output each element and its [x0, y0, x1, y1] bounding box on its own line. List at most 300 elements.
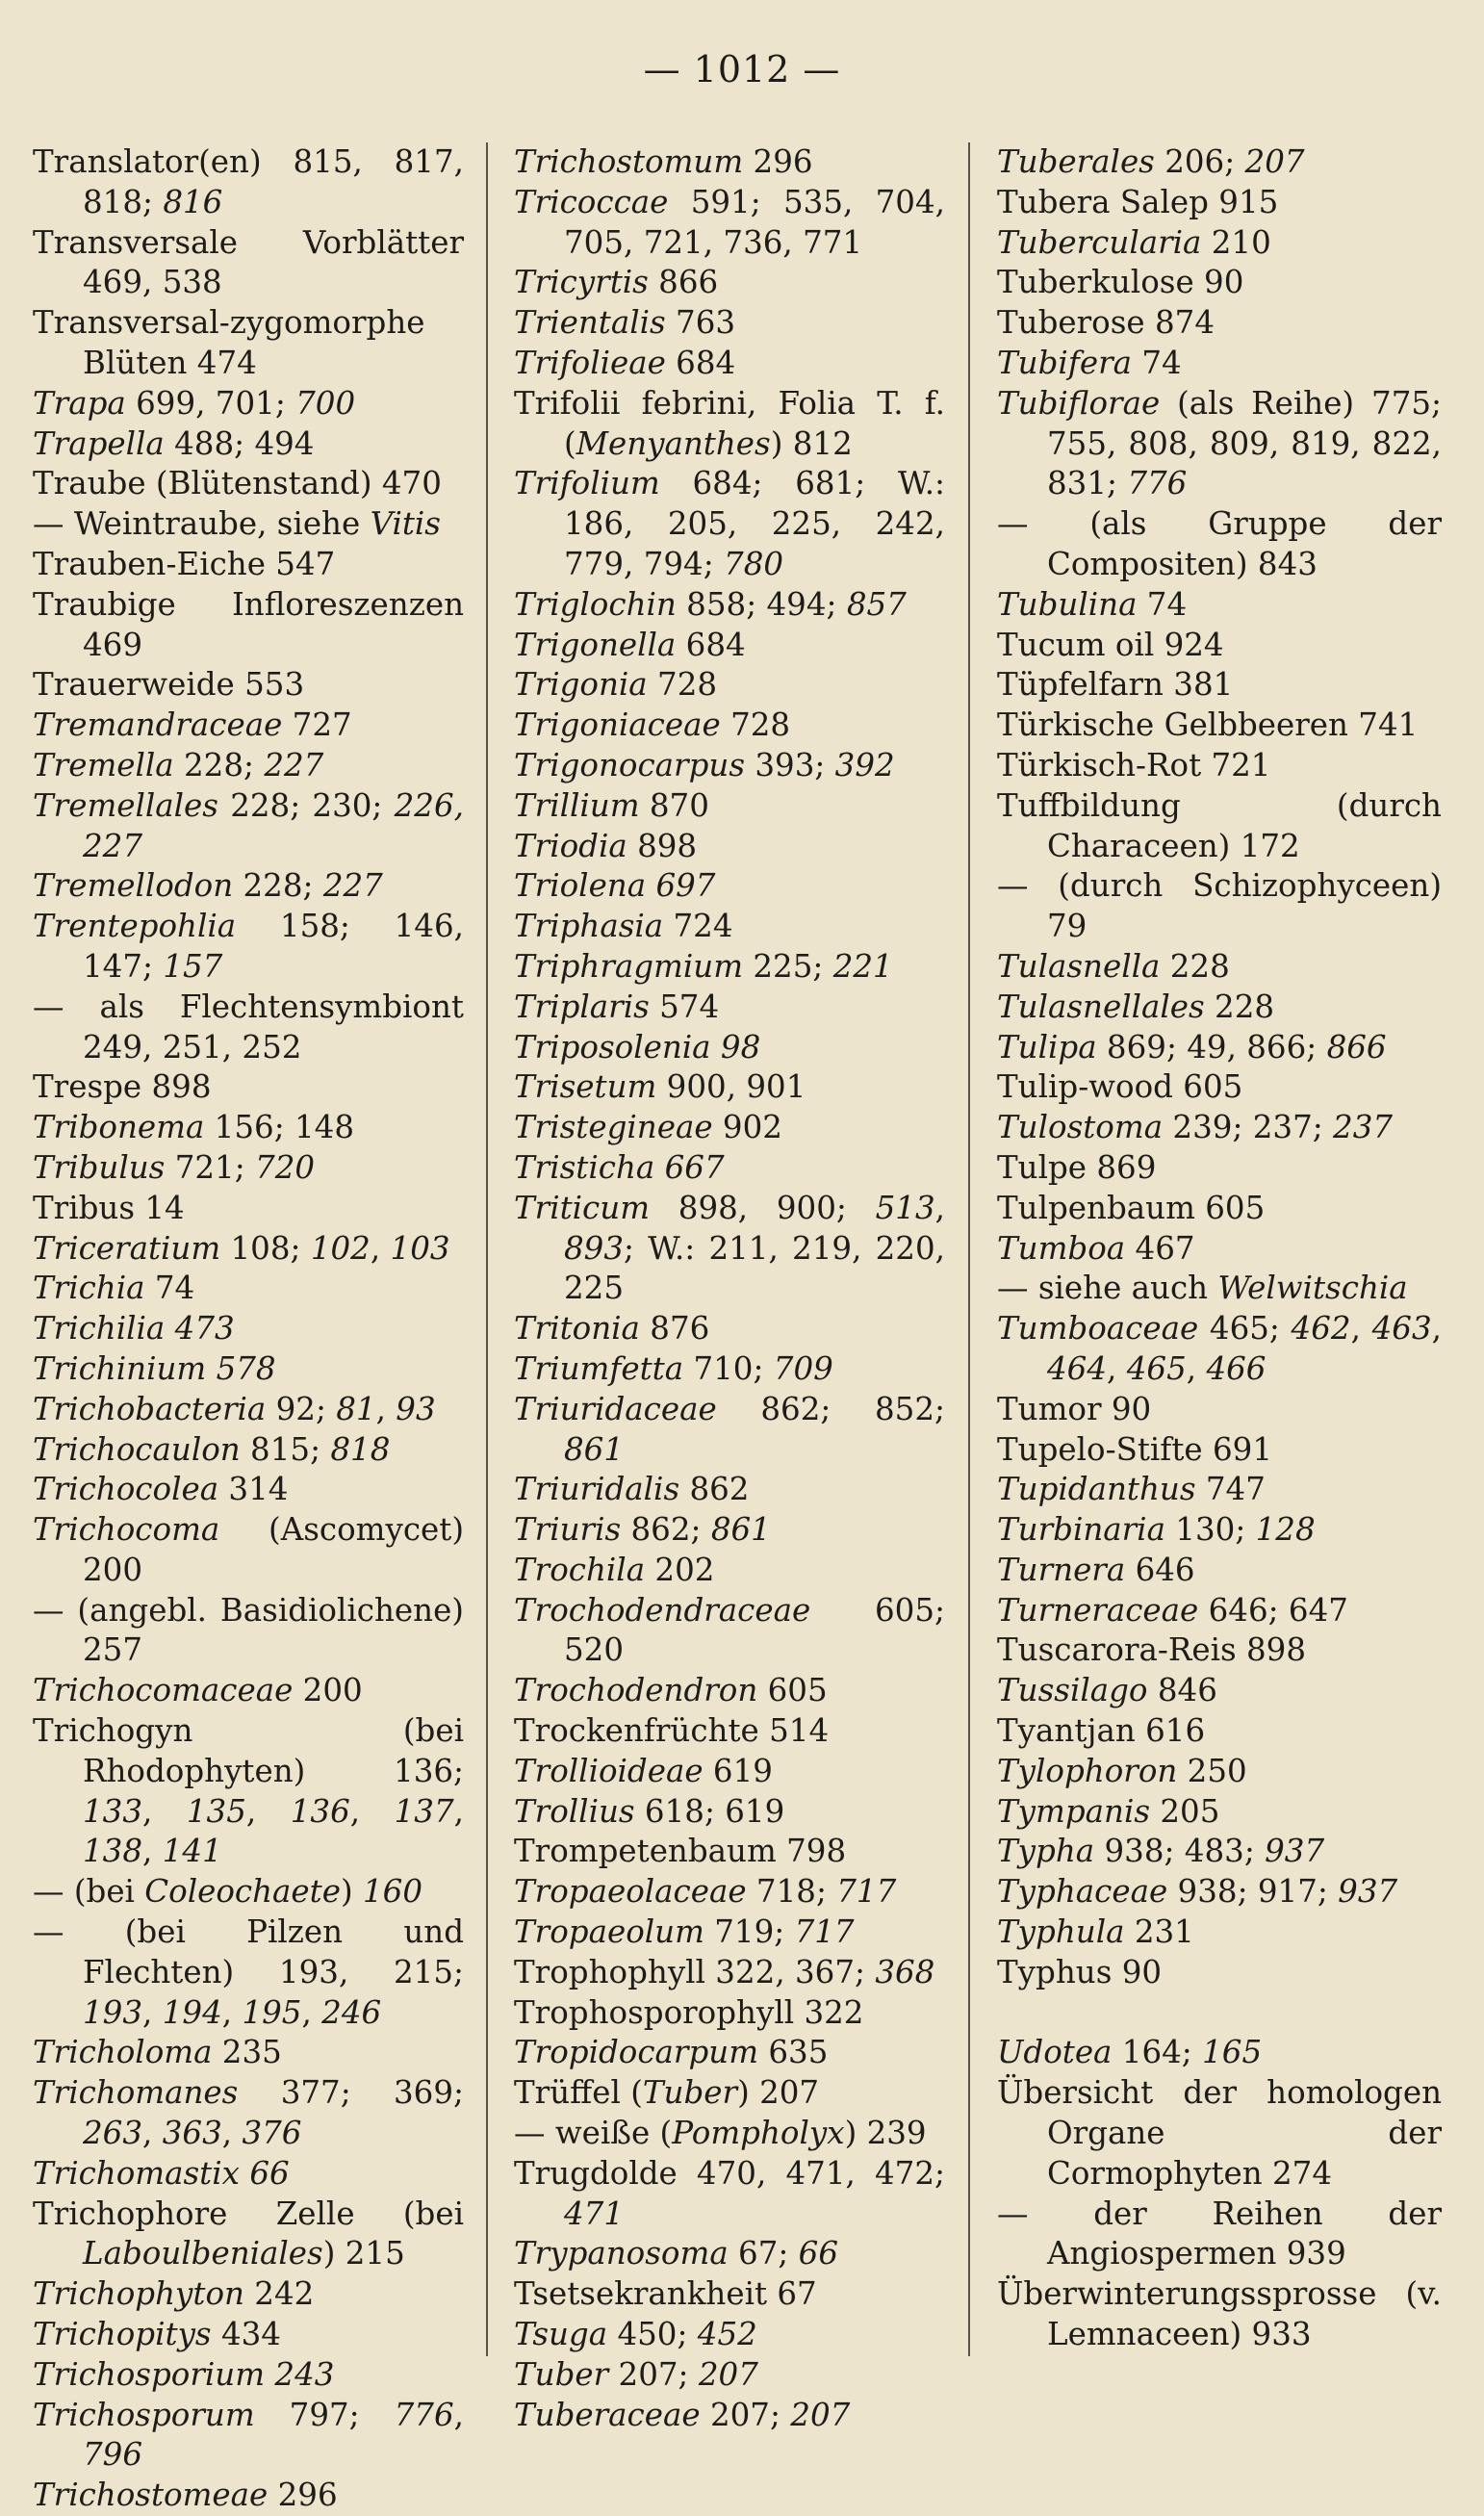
- index-entry: [33, 1349, 464, 1390]
- index-entry: [997, 1551, 1442, 1591]
- index-entry: [514, 1309, 945, 1349]
- italic-text: Triticum: [514, 1189, 651, 1226]
- italic-text: Tumboaceae: [997, 1310, 1199, 1348]
- index-entry: [33, 303, 464, 384]
- italic-text: 363: [162, 2115, 222, 2152]
- index-entry: [514, 2396, 945, 2436]
- entry-text: 724: [663, 908, 733, 945]
- entry-text: Tuscarora-Reis 898: [997, 1631, 1307, 1669]
- index-entry: [514, 1591, 945, 1672]
- index-entry: [514, 1953, 945, 1993]
- italic-text: 141: [162, 1833, 222, 1870]
- entry-text: Tuffbildung (durch Characeen) 172: [997, 786, 1442, 864]
- index-entry: [514, 142, 945, 183]
- entry-text: ,: [142, 1833, 163, 1870]
- entry-text: 728: [647, 666, 718, 704]
- entry-text: 870: [639, 786, 709, 824]
- italic-text: Triphasia: [514, 908, 664, 945]
- italic-text: Tricyrtis: [514, 264, 649, 301]
- index-entry: [514, 1752, 945, 1792]
- entry-text: 207;: [608, 2355, 699, 2393]
- italic-text: Pompholyx: [672, 2115, 845, 2152]
- italic-text: Triplaris: [514, 988, 650, 1025]
- italic-text: Triodia: [514, 827, 627, 864]
- italic-text: Turneraceae: [997, 1591, 1199, 1629]
- index-entry: [997, 1148, 1442, 1189]
- italic-text: Triposolenia: [514, 1028, 711, 1065]
- index-entry: [997, 384, 1442, 504]
- entry-text: Tulpenbaum 605: [997, 1189, 1266, 1226]
- italic-text: Tubiflorae: [997, 384, 1161, 422]
- entry-text: Tyantjan 616: [997, 1712, 1206, 1750]
- index-entry: [997, 1390, 1442, 1430]
- entry-text: [646, 867, 655, 904]
- index-entry: [997, 746, 1442, 786]
- entry-text: 684; 681; W.: 186, 205, 225, 242, 779, 794;: [564, 465, 945, 582]
- italic-text: Tritonia: [514, 1310, 640, 1348]
- index-entry: [514, 1792, 945, 1833]
- italic-text: Trigoniaceae: [514, 706, 721, 744]
- entry-text: Tuberkulose 90: [997, 264, 1244, 301]
- italic-text: 227: [264, 746, 324, 783]
- entry-text: 202: [645, 1551, 715, 1588]
- italic-text: Tribulus: [33, 1148, 166, 1186]
- entry-text: 862;: [621, 1511, 711, 1549]
- entry-text: Translator(en) 815, 817, 818;: [33, 143, 464, 220]
- italic-text: Tympanis: [997, 1792, 1151, 1830]
- italic-text: Trifolium: [514, 465, 660, 502]
- entry-text: 200: [293, 1672, 363, 1709]
- entry-text: 239; 237;: [1163, 1109, 1334, 1146]
- italic-text: 667: [664, 1148, 725, 1186]
- index-entry: [997, 1913, 1442, 1953]
- italic-text: Tropaeolum: [514, 1913, 704, 1951]
- entry-text: Traube (Blütenstand) 470: [33, 465, 442, 502]
- index-entry: [33, 223, 464, 304]
- italic-text: Trichocaulon: [33, 1430, 241, 1468]
- italic-text: Triumfetta: [514, 1349, 684, 1387]
- entry-text: 108;: [220, 1229, 311, 1267]
- index-entry: [514, 1551, 945, 1591]
- index-entry: [514, 1189, 945, 1309]
- entry-text: ,: [245, 1792, 291, 1830]
- italic-text: Trichomanes: [33, 2074, 239, 2112]
- index-entry: [33, 1148, 464, 1189]
- index-entry: [514, 988, 945, 1028]
- entry-text: 898, 900;: [650, 1189, 876, 1226]
- index-entry: [33, 1309, 464, 1349]
- italic-text: Triuris: [514, 1511, 622, 1549]
- entry-text: 862; 852;: [716, 1390, 945, 1427]
- entry-text: Tubera Salep 915: [997, 183, 1279, 220]
- italic-text: Tulostoma: [997, 1109, 1164, 1146]
- italic-text: 66: [249, 2154, 290, 2192]
- index-entry: [997, 1832, 1442, 1872]
- entry-text: 488; 494: [164, 424, 315, 462]
- entry-text: 900, 901: [656, 1068, 806, 1106]
- entry-text: 296: [743, 143, 813, 180]
- entry-text: [165, 1310, 174, 1347]
- entry-text: 727: [282, 706, 352, 744]
- italic-text: Trichobacteria: [33, 1390, 267, 1427]
- index-entry: [33, 988, 464, 1068]
- italic-text: Trypanosoma: [514, 2235, 729, 2272]
- index-entry: [33, 585, 464, 666]
- entry-text: ) 239: [844, 2115, 927, 2152]
- entry-text: 699, 701;: [125, 384, 296, 422]
- entry-text: ,: [370, 1229, 391, 1267]
- index-entry: [997, 263, 1442, 303]
- entry-text: [265, 2356, 274, 2393]
- entry-text: Tulpe 869: [997, 1148, 1157, 1186]
- index-entry: [33, 746, 464, 786]
- index-entry: [33, 2274, 464, 2315]
- index-entry: [33, 2355, 464, 2396]
- index-entry: [33, 1189, 464, 1229]
- entry-text: 646: [1125, 1551, 1195, 1588]
- italic-text: Trochodendraceae: [514, 1591, 811, 1629]
- italic-text: Triphragmium: [514, 947, 744, 985]
- italic-text: 93: [396, 1390, 436, 1427]
- entry-text: 846: [1147, 1672, 1217, 1709]
- italic-text: 207: [1244, 143, 1305, 180]
- entry-text: ) 207: [737, 2074, 820, 2112]
- entry-text: 74: [1137, 585, 1188, 623]
- italic-text: 462: [1291, 1310, 1351, 1348]
- entry-text: 646; 647: [1198, 1591, 1348, 1629]
- italic-text: 98: [720, 1028, 761, 1065]
- index-entry: [33, 1108, 464, 1148]
- index-entry: [33, 2073, 464, 2154]
- italic-text: 193: [83, 1993, 143, 2031]
- index-entry: [997, 183, 1442, 223]
- entry-text: 728: [720, 706, 791, 744]
- italic-text: Trichocolea: [33, 1471, 219, 1508]
- italic-text: 717: [794, 1913, 855, 1951]
- italic-text: Menyanthes: [576, 424, 771, 462]
- entry-text: ,: [349, 1792, 395, 1830]
- entry-text: Überwinterungssprosse (v. Lemnaceen) 933: [997, 2275, 1442, 2353]
- italic-text: 471: [564, 2195, 625, 2232]
- italic-text: Tylophoron: [997, 1752, 1178, 1789]
- entry-text: ,: [1186, 1349, 1207, 1387]
- italic-text: 700: [295, 384, 356, 422]
- index-entry: [514, 464, 945, 584]
- entry-text: Türkisch-Rot 721: [997, 746, 1271, 783]
- index-entry: [514, 947, 945, 988]
- entry-text: Tüpfelfarn 381: [997, 666, 1234, 704]
- italic-text: 857: [846, 585, 907, 623]
- entry-text: 619: [703, 1752, 773, 1789]
- italic-text: 221: [832, 947, 893, 985]
- italic-text: 133: [83, 1792, 143, 1830]
- entry-text: 938; 917;: [1167, 1873, 1339, 1911]
- entry-text: 231: [1124, 1913, 1194, 1951]
- entry-text: 158; 146, 147;: [83, 908, 464, 985]
- index-entry: [33, 1269, 464, 1309]
- entry-text: Trüffel (: [514, 2074, 643, 2112]
- entry-text: 210: [1201, 223, 1271, 261]
- entry-text: 74: [144, 1270, 195, 1307]
- italic-text: 452: [697, 2316, 757, 2353]
- italic-text: Tribonema: [33, 1109, 205, 1146]
- entry-text: ,: [934, 1189, 945, 1226]
- index-entry: [997, 2033, 1442, 2073]
- entry-text: (als Reihe) 775; 755, 808, 809, 819, 822, 831;: [1047, 384, 1442, 502]
- entry-text: 228: [1160, 947, 1230, 985]
- entry-text: — (bei Pilzen und Flechten) 193, 215;: [33, 1913, 464, 1990]
- italic-text: Tristegineae: [514, 1109, 713, 1146]
- entry-text: Trauerweide 553: [33, 666, 305, 704]
- index-entry: [514, 303, 945, 344]
- index-entry: [997, 1792, 1442, 1833]
- index-entry: [33, 504, 464, 545]
- entry-text: ,: [1107, 1349, 1127, 1387]
- index-entry: [33, 142, 464, 223]
- index-entry: [514, 585, 945, 626]
- entry-text: (Ascomycet) 200: [83, 1511, 464, 1588]
- italic-text: Tulipa: [997, 1028, 1097, 1065]
- index-entry: [33, 2033, 464, 2073]
- italic-text: 473: [174, 1310, 235, 1348]
- index-entry: [33, 1470, 464, 1510]
- index-column-3: [997, 142, 1442, 2355]
- entry-text: 225;: [743, 947, 833, 985]
- italic-text: 720: [255, 1148, 316, 1186]
- italic-text: 697: [655, 867, 716, 905]
- italic-text: 937: [1265, 1833, 1325, 1870]
- index-entry: [997, 2274, 1442, 2355]
- italic-text: 207: [790, 2396, 851, 2433]
- index-entry: [33, 1872, 464, 1913]
- entry-text: 228: [1204, 988, 1275, 1025]
- entry-text: Übersicht der homologen Organe der Cormophyten 274: [997, 2074, 1442, 2192]
- entry-text: 710;: [683, 1349, 774, 1387]
- italic-text: Trichostomum: [514, 143, 744, 180]
- italic-text: Trichophyton: [33, 2275, 244, 2313]
- entry-text: 684: [665, 344, 736, 381]
- italic-text: 237: [1333, 1109, 1394, 1146]
- italic-text: Triglochin: [514, 585, 677, 623]
- italic-text: 776: [1127, 465, 1188, 502]
- column-divider: [968, 142, 970, 2356]
- italic-text: Trichilia: [33, 1310, 166, 1348]
- italic-text: Trichopitys: [33, 2316, 212, 2353]
- entry-text: 876: [639, 1310, 710, 1348]
- entry-text: ,: [142, 1792, 187, 1830]
- index-entry: [997, 1309, 1442, 1390]
- italic-text: Tupidanthus: [997, 1471, 1196, 1508]
- italic-text: Trifolieae: [514, 344, 666, 381]
- italic-text: Triceratium: [33, 1229, 221, 1267]
- index-entry: [514, 183, 945, 264]
- index-entry: [514, 2114, 945, 2154]
- entry-text: ,: [453, 2396, 464, 2433]
- entry-text: Trifolii febrini, Folia T. f. (: [514, 384, 945, 462]
- entry-text: ) 215: [322, 2235, 405, 2272]
- italic-text: Trollius: [514, 1792, 635, 1830]
- index-entry: [997, 1430, 1442, 1471]
- italic-text: 194: [162, 1993, 222, 2031]
- index-entry: [514, 1872, 945, 1913]
- index-entry: [514, 1993, 945, 2034]
- entry-text: 450;: [607, 2316, 698, 2353]
- italic-text: 135: [186, 1792, 246, 1830]
- index-entry: [33, 2154, 464, 2195]
- index-entry: [33, 1229, 464, 1270]
- entry-text: ,: [221, 2115, 243, 2152]
- entry-text: — Weintraube, siehe: [33, 505, 371, 543]
- index-entry: [514, 866, 945, 907]
- index-entry: [514, 2234, 945, 2274]
- entry-text: 763: [665, 304, 736, 342]
- italic-text: 463: [1371, 1310, 1432, 1348]
- entry-text: 377; 369;: [238, 2074, 464, 2112]
- entry-text: ,: [1431, 1310, 1442, 1348]
- entry-text: [711, 1029, 721, 1065]
- index-entry: [997, 786, 1442, 867]
- entry-text: Tucum oil 924: [997, 626, 1224, 663]
- index-entry: [33, 384, 464, 424]
- index-entry: [514, 1711, 945, 1752]
- index-entry: [997, 1229, 1442, 1270]
- entry-text: 67;: [728, 2235, 799, 2272]
- entry-text: — weiße (: [514, 2115, 673, 2152]
- italic-text: 368: [875, 1953, 935, 1990]
- entry-text: Transversale Vorblätter 469, 538: [33, 223, 464, 301]
- italic-text: Trentepohlia: [33, 908, 237, 945]
- entry-text: ,: [375, 1390, 397, 1427]
- entry-text: Trockenfrüchte 514: [514, 1712, 830, 1750]
- italic-text: Trichinium: [33, 1349, 207, 1387]
- index-entry: [33, 2476, 464, 2516]
- entry-text: 156; 148: [204, 1109, 355, 1146]
- italic-text: 138: [83, 1833, 143, 1870]
- italic-text: Trichocoma: [33, 1511, 220, 1549]
- index-entry: [997, 1269, 1442, 1309]
- italic-text: 102: [310, 1229, 371, 1267]
- index-entry: [33, 1671, 464, 1711]
- entry-text: 228;: [233, 867, 323, 905]
- entry-text: [654, 1149, 664, 1186]
- italic-text: 861: [564, 1430, 625, 1468]
- index-entry: [997, 2195, 1442, 2275]
- index-entry: [997, 1752, 1442, 1792]
- index-entry: [997, 585, 1442, 626]
- index-entry: [997, 1067, 1442, 1108]
- entry-text: 74: [1131, 344, 1182, 381]
- entry-text: 721;: [165, 1148, 256, 1186]
- index-entry: [997, 344, 1442, 384]
- italic-text: 717: [836, 1873, 897, 1911]
- italic-text: Tubercularia: [997, 223, 1202, 261]
- italic-text: Coleochaete: [144, 1873, 341, 1911]
- italic-text: Tulasnella: [997, 947, 1161, 985]
- italic-text: Tricholoma: [33, 2034, 213, 2071]
- index-entry: [997, 142, 1442, 183]
- index-entry: [514, 2033, 945, 2073]
- entry-text: 684: [676, 626, 746, 663]
- entry-text: 228;: [173, 746, 265, 783]
- index-entry: [514, 1510, 945, 1551]
- entry-text: Tulip-wood 605: [997, 1068, 1243, 1106]
- entry-text: 314: [218, 1471, 289, 1508]
- italic-text: 776: [394, 2396, 454, 2433]
- index-entry: [33, 907, 464, 988]
- entry-text: 866: [648, 264, 719, 301]
- italic-text: Tremellales: [33, 786, 218, 824]
- index-entry: [514, 263, 945, 303]
- italic-text: Tremandraceae: [33, 706, 283, 744]
- entry-text: 605; 520: [564, 1591, 945, 1669]
- italic-text: 376: [242, 2115, 302, 2152]
- italic-text: 103: [390, 1229, 450, 1267]
- italic-text: Trichocomaceae: [33, 1672, 294, 1709]
- entry-text: 797;: [254, 2396, 395, 2433]
- entry-text: Trugdolde 470, 471, 472;: [514, 2154, 945, 2192]
- index-entry: [514, 1913, 945, 1953]
- italic-text: 165: [1202, 2034, 1263, 2071]
- italic-text: 226, 227: [83, 786, 464, 864]
- entry-text: 235: [212, 2034, 282, 2071]
- entry-text: Trophosporophyll 322: [514, 1993, 864, 2031]
- index-entry: [997, 1630, 1442, 1671]
- italic-text: Trollioideae: [514, 1752, 704, 1789]
- italic-text: Trientalis: [514, 304, 666, 342]
- entry-text: 747: [1195, 1471, 1266, 1508]
- entry-text: Türkische Gelbbeeren 741: [997, 706, 1419, 744]
- entry-text: ,: [453, 1792, 465, 1830]
- italic-text: Laboulbeniales: [83, 2235, 323, 2272]
- index-entry: [514, 706, 945, 746]
- index-entry: [514, 1067, 945, 1108]
- entry-text: 605: [757, 1672, 828, 1709]
- entry-text: 898: [627, 827, 698, 864]
- index-entry: [997, 1028, 1442, 1068]
- index-entry: [514, 626, 945, 666]
- index-entry: [997, 1108, 1442, 1148]
- italic-text: 195: [242, 1993, 302, 2031]
- entry-text: 591; 535, 704, 705, 721, 736, 771: [564, 183, 945, 261]
- index-entry: [33, 665, 464, 706]
- italic-text: Udotea: [997, 2034, 1113, 2071]
- entry-text: Trichophore Zelle (bei: [33, 2195, 464, 2232]
- italic-text: 246: [321, 1993, 382, 2031]
- entry-text: ,: [142, 2115, 163, 2152]
- italic-text: 796: [83, 2436, 143, 2474]
- index-entry: [514, 1832, 945, 1872]
- index-entry: [514, 907, 945, 947]
- italic-text: Tuberaceae: [514, 2396, 701, 2433]
- italic-text: Tulasnellales: [997, 988, 1205, 1025]
- italic-text: Trochodendron: [514, 1672, 758, 1709]
- index-entry: [514, 1349, 945, 1390]
- italic-text: 207: [698, 2355, 758, 2393]
- index-entry: [33, 464, 464, 504]
- entry-text: 296: [268, 2477, 338, 2514]
- entry-text: Tumor 90: [997, 1390, 1152, 1427]
- entry-text: Traubige Infloreszenzen 469: [33, 585, 464, 663]
- italic-text: 160: [362, 1873, 423, 1911]
- entry-text: Trichogyn (bei Rhodophyten) 136;: [33, 1712, 464, 1789]
- index-entry: [997, 665, 1442, 706]
- index-entry: [997, 1591, 1442, 1631]
- entry-text: Trauben-Eiche 547: [33, 545, 336, 582]
- entry-text: 862: [679, 1471, 750, 1508]
- index-entry: [33, 545, 464, 585]
- italic-text: Tuberales: [997, 143, 1155, 180]
- index-entry: [514, 786, 945, 827]
